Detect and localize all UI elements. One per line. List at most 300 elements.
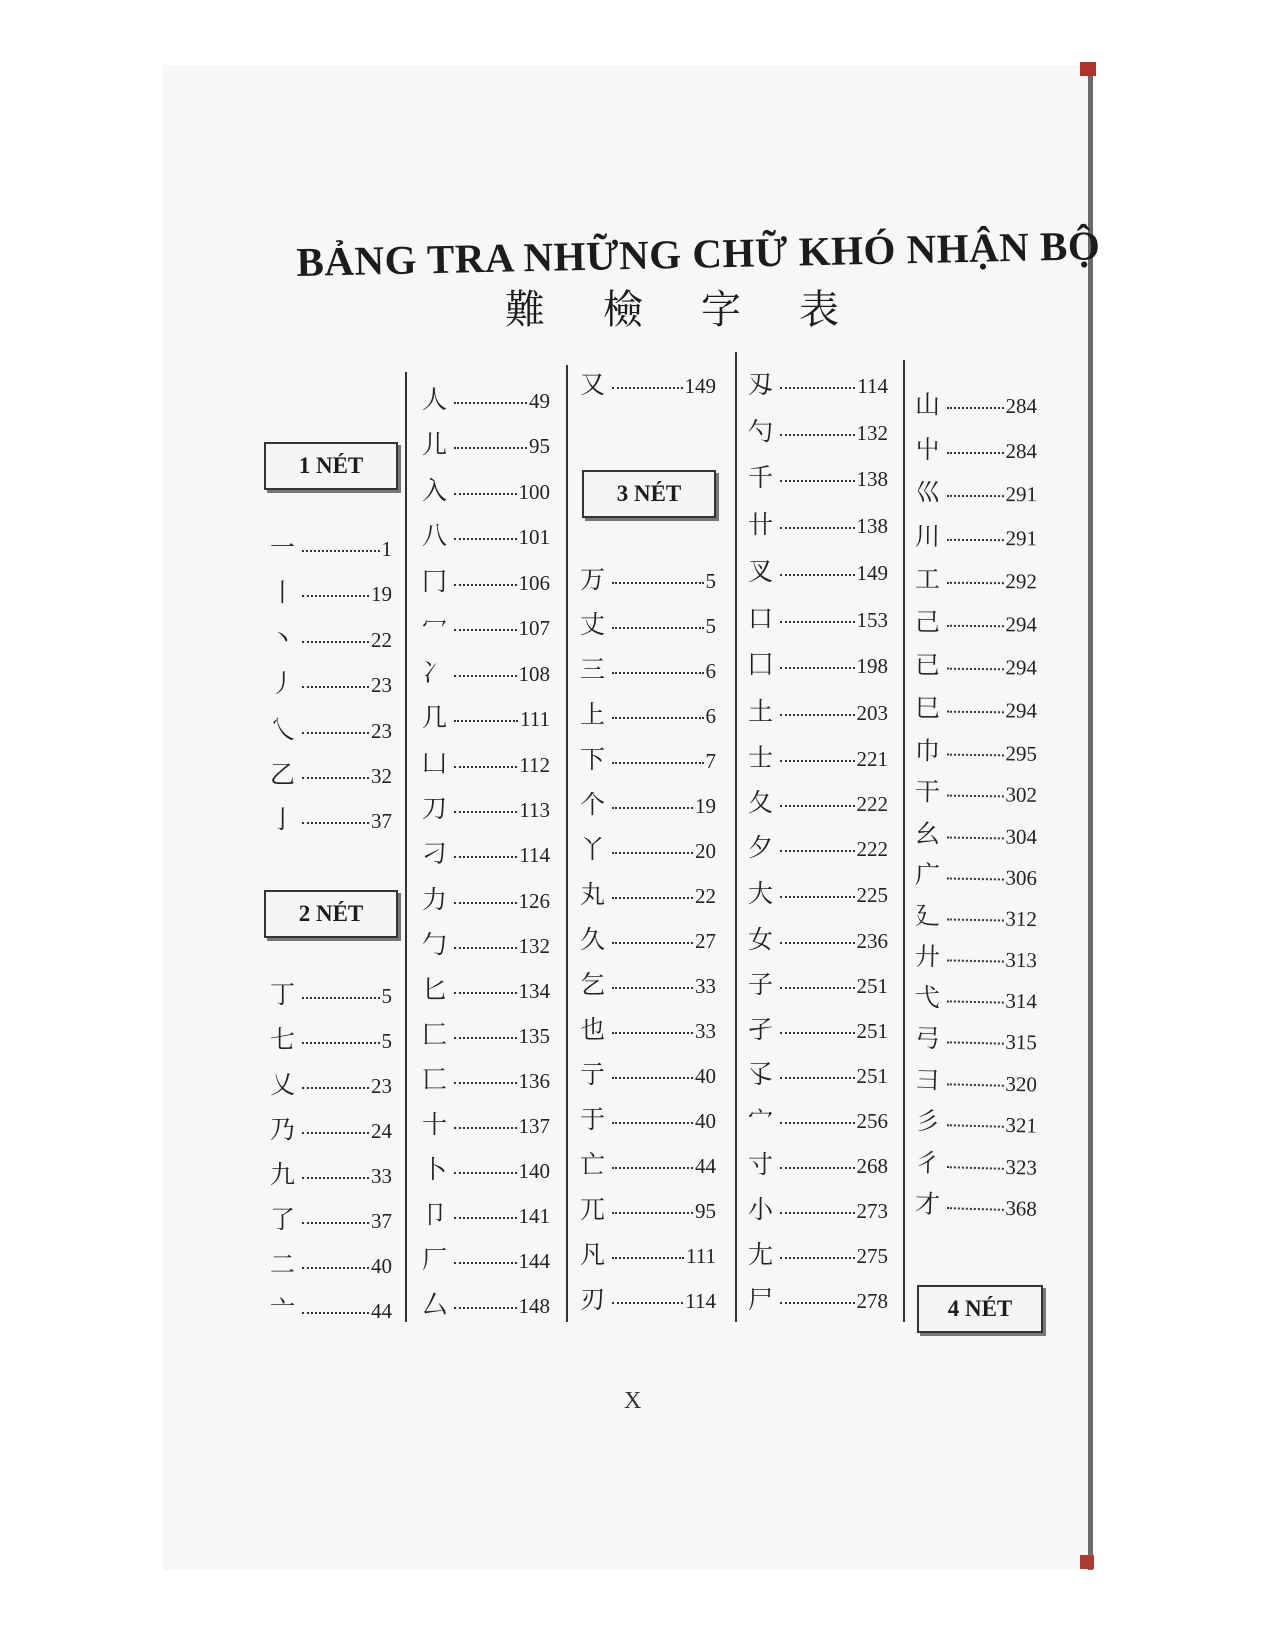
index-entry [422,1060,550,1096]
page-reference: 278 [856,1289,888,1313]
page-reference: 132 [518,934,550,958]
radical-character: 巳 [914,693,941,723]
stroke-count-heading: 4 NÉT [917,1285,1043,1333]
index-entry [580,1280,716,1316]
index-entry [915,385,1037,421]
page-reference: 320 [1005,1071,1038,1097]
dot-leader [612,671,704,674]
page-number: X [624,1388,642,1414]
radical-character: 夕 [748,833,774,862]
dot-leader [612,1166,693,1169]
dot-leader [302,1041,380,1044]
page-reference: 306 [1005,865,1038,891]
page-reference: 225 [856,883,888,907]
stroke-count-heading: 2 NÉT [264,890,398,938]
radical-character: 川 [914,521,941,551]
index-entry [422,789,550,825]
index-entry [270,1110,392,1146]
dot-leader [302,996,380,999]
dot-leader [780,1256,855,1259]
page-reference: 268 [856,1154,888,1178]
page-reference: 111 [520,707,550,731]
index-entry [915,688,1037,725]
page-reference: 315 [1005,1029,1038,1055]
page-reference: 40 [695,1109,716,1133]
dot-leader [947,958,1004,962]
dot-leader [947,794,1004,798]
page-reference: 304 [1005,824,1038,849]
index-entry [748,1100,888,1136]
radical-character: 刀 [422,794,448,823]
dot-leader [947,494,1004,497]
page-reference: 40 [695,1064,716,1088]
dot-leader [780,986,855,989]
radical-character: 乞 [580,970,606,999]
radical-character: 乙 [270,760,296,789]
page-reference: 251 [856,974,888,998]
dot-leader [947,1082,1004,1086]
dot-leader [454,674,517,677]
column-divider [405,372,407,1322]
dot-leader [612,1211,693,1214]
dot-leader [302,1086,369,1089]
radical-character: 孑 [748,1015,774,1044]
index-entry [580,920,716,956]
radical-character: 囗 [748,650,774,679]
index-entry [748,552,888,588]
radical-character: 土 [748,697,774,726]
index-entry [270,710,392,746]
page-reference: 107 [518,616,550,640]
radical-character: 凡 [580,1240,606,1269]
dot-leader [780,895,855,898]
index-entry [915,517,1037,554]
page-reference: 251 [856,1019,888,1043]
page-subtitle: 難檢字表 [505,287,897,333]
dot-leader [302,640,369,643]
index-entry [270,1155,392,1191]
index-entry [580,785,716,821]
column-divider [903,360,905,1322]
index-entry [270,975,392,1011]
dot-leader [947,406,1004,409]
radical-character: 丸 [580,880,606,909]
radical-character: 又 [580,370,606,399]
index-entry [580,1235,716,1271]
radical-character: 冫 [422,658,448,687]
dot-leader [302,1311,369,1314]
dot-leader [612,1301,683,1304]
radical-character: 丨 [270,578,296,607]
radical-character: 山 [915,390,941,419]
index-entry [422,744,550,780]
page-reference: 323 [1005,1154,1038,1180]
index-entry [580,1010,716,1046]
dot-leader [302,1221,369,1224]
radical-character: 卜 [422,1155,448,1184]
index-entry [915,560,1037,597]
page-reference: 236 [856,929,888,953]
page-reference: 273 [856,1199,888,1223]
radical-character: 了 [270,1205,296,1234]
dot-leader [780,713,855,716]
page-reference: 284 [1005,439,1038,464]
dot-leader [302,731,369,734]
page-reference: 138 [856,514,888,538]
page-reference: 135 [518,1024,550,1048]
radical-character: 尢 [748,1240,774,1269]
page-reference: 20 [695,839,716,863]
index-entry [915,1060,1038,1099]
page-reference: 32 [371,764,392,788]
radical-character: 丈 [580,610,606,639]
dot-leader [780,1121,855,1124]
page-reference: 138 [856,467,888,491]
radical-character: 丫 [580,835,606,864]
dot-leader [454,946,517,949]
page-reference: 137 [518,1114,550,1138]
radical-character: 丶 [270,624,296,653]
page-reference: 148 [518,1294,550,1318]
dot-leader [612,1076,693,1079]
book-edge-bottom [1080,1555,1094,1569]
page-reference: 251 [856,1064,888,1088]
page-reference: 292 [1005,569,1038,594]
index-entry [270,1290,392,1326]
page-reference: 44 [695,1154,716,1178]
radical-character: 已 [914,650,941,680]
page-reference: 291 [1005,482,1038,507]
radical-character: 兀 [580,1195,606,1224]
dot-leader [454,855,517,858]
index-entry [748,692,888,728]
page-reference: 256 [856,1109,888,1133]
stroke-count-heading: 1 NÉT [264,442,398,490]
index-entry [422,834,550,870]
dot-leader [947,451,1004,454]
page-reference: 22 [695,884,716,908]
dot-leader [947,999,1004,1003]
index-entry [915,731,1037,769]
index-entry [580,1100,716,1136]
dot-leader [780,1031,855,1034]
radical-character: 巾 [914,736,941,766]
dot-leader [612,1121,693,1124]
dot-leader [947,1040,1004,1044]
index-entry [580,605,716,641]
dot-leader [612,1256,684,1259]
radical-character: 大 [748,879,774,908]
index-entry [270,1065,392,1101]
index-entry [422,607,550,643]
page-reference: 5 [705,614,716,638]
index-entry [580,830,716,866]
dot-leader [780,479,855,482]
page-reference: 275 [856,1244,888,1268]
index-entry [748,828,888,864]
dot-leader [780,759,855,762]
index-entry [748,1235,888,1271]
index-entry [422,1150,550,1186]
page-reference: 100 [518,480,550,504]
radical-character: 廾 [914,941,941,972]
dot-leader [454,901,517,904]
dot-leader [454,492,517,495]
radical-character: 彳 [914,1148,941,1178]
radical-character: 广 [914,859,941,890]
radical-character: 厶 [422,1290,448,1319]
index-entry [422,471,550,507]
page-reference: 44 [371,1299,392,1323]
index-entry [270,528,392,564]
index-entry [422,1240,550,1276]
dot-leader [947,836,1004,840]
page-reference: 291 [1005,526,1038,551]
page-reference: 22 [371,628,392,652]
radical-character: 彐 [914,1065,941,1096]
radical-character: 二 [270,1250,296,1279]
radical-character: 厂 [422,1245,448,1274]
index-entry [580,875,716,911]
dot-leader [612,896,693,899]
index-entry [422,970,550,1006]
radical-character: 匚 [422,1020,448,1049]
index-entry [270,619,392,655]
index-entry [422,880,550,916]
radical-character: 弓 [914,1023,941,1054]
page-reference: 19 [695,794,716,818]
dot-leader [612,581,704,584]
page-reference: 149 [684,374,716,398]
dot-leader [302,776,369,779]
index-entry [580,650,716,686]
dot-leader [780,1211,855,1214]
index-entry [915,1101,1038,1140]
radical-character: 乂 [270,1070,296,1099]
page-reference: 312 [1005,906,1038,932]
column-divider [566,365,568,1322]
page-reference: 136 [518,1069,550,1093]
radical-character: 廴 [914,900,941,931]
index-entry [422,925,550,961]
index-entry [580,740,716,776]
page-reference: 5 [381,1029,392,1053]
dot-leader [947,876,1004,880]
radical-character: 夂 [748,788,774,817]
page-reference: 313 [1005,947,1038,973]
index-entry [580,695,716,731]
index-entry [748,874,888,910]
radical-character: 弋 [914,982,941,1013]
radical-character: 丿 [270,669,296,698]
dot-leader [780,849,855,852]
index-entry [422,653,550,689]
book-edge-top [1080,62,1096,76]
dot-leader [612,806,693,809]
dot-leader [302,549,380,552]
index-entry [580,560,716,596]
dot-leader [454,1261,517,1264]
radical-character: 凵 [422,749,448,778]
radical-character: 子 [748,970,774,999]
dot-leader [780,1166,855,1169]
dot-leader [612,851,693,854]
index-entry [748,365,888,401]
dot-leader [454,1081,517,1084]
dot-leader [780,526,855,529]
dot-leader [454,1126,517,1129]
dot-leader [947,667,1004,671]
dot-leader [612,626,704,629]
page-reference: 23 [371,673,392,697]
radical-character: 叉 [748,557,774,586]
page-reference: 222 [856,837,888,861]
dot-leader [947,538,1004,541]
radical-character: 工 [914,564,941,594]
dot-leader [454,1216,517,1219]
radical-character: 才 [914,1189,941,1219]
radical-character: 冖 [422,612,448,641]
page-reference: 95 [529,434,550,458]
index-entry [270,800,392,836]
dot-leader [302,1176,369,1179]
radical-character: 干 [914,777,941,807]
dot-leader [302,594,369,597]
dot-leader [302,1131,369,1134]
stroke-count-heading: 3 NÉT [582,470,716,518]
index-entry [580,1055,716,1091]
dot-leader [780,804,855,807]
index-entry [915,645,1037,682]
page-reference: 19 [371,582,392,606]
dot-leader [947,1206,1004,1211]
page-reference: 111 [686,1244,716,1268]
page-reference: 108 [518,662,550,686]
page-reference: 221 [856,747,888,771]
index-entry [422,380,550,416]
index-entry [270,664,392,700]
dot-leader [302,821,369,824]
radical-character: 寸 [748,1150,774,1179]
index-entry [422,1195,550,1231]
index-entry [422,698,550,734]
dot-leader [302,1266,369,1269]
radical-character: 也 [580,1015,606,1044]
index-entry [422,425,550,461]
index-entry [915,855,1038,893]
page-reference: 321 [1005,1112,1038,1138]
index-entry [915,603,1037,640]
radical-character: 几 [422,703,448,732]
index-entry [915,1019,1038,1058]
dot-leader [780,573,855,576]
radical-character: 十 [422,1110,448,1139]
dot-leader [454,1306,517,1309]
radical-character: 八 [422,521,448,550]
dot-leader [947,624,1004,627]
page-reference: 368 [1005,1195,1038,1221]
page-reference: 112 [519,753,550,777]
radical-character: 久 [580,925,606,954]
radical-character: 刁 [422,839,448,868]
index-entry [748,965,888,1001]
dot-leader [454,719,518,722]
radical-character: 上 [580,700,606,729]
index-entry [748,1010,888,1046]
radical-character: 匸 [422,1065,448,1094]
radical-character: 勺 [748,417,774,446]
index-entry [270,573,392,609]
radical-character: 亅 [270,805,296,834]
dot-leader [780,1301,855,1304]
page-reference: 23 [371,719,392,743]
dot-leader [612,716,704,719]
index-entry [580,1190,716,1226]
radical-character: 匕 [422,975,448,1004]
index-entry [915,473,1037,509]
index-entry [915,1143,1038,1182]
index-entry [915,814,1038,852]
dot-leader [454,765,517,768]
page-reference: 149 [856,561,888,585]
page-reference: 134 [518,979,550,1003]
radical-character: 九 [270,1160,296,1189]
index-entry [748,920,888,956]
page-reference: 7 [705,749,716,773]
page-reference: 153 [856,608,888,632]
index-entry [748,458,888,494]
radical-character: 小 [748,1195,774,1224]
dot-leader [780,386,855,389]
page-reference: 5 [381,984,392,1008]
page-reference: 40 [371,1254,392,1278]
page-reference: 203 [856,701,888,725]
dot-leader [454,1036,517,1039]
radical-character: 彡 [914,1106,941,1137]
index-entry [748,738,888,774]
dot-leader [612,1031,693,1034]
radical-character: 幺 [914,819,941,849]
page-reference: 126 [518,889,550,913]
page-reference: 144 [518,1249,550,1273]
index-entry [915,772,1037,810]
radical-character: 女 [748,925,774,954]
page-reference: 37 [371,809,392,833]
index-entry [422,1105,550,1141]
index-entry [270,755,392,791]
radical-character: 下 [580,745,606,774]
radical-character: 亡 [580,1150,606,1179]
index-entry [270,1020,392,1056]
radical-character: 刄 [748,370,774,399]
page-reference: 294 [1005,612,1038,637]
page-reference: 314 [1005,988,1038,1014]
page-reference: 198 [856,654,888,678]
radical-character: 巛 [914,477,941,507]
dot-leader [780,1076,855,1079]
page-reference: 95 [695,1199,716,1223]
index-entry [914,1184,1037,1224]
dot-leader [454,991,517,994]
page-reference: 113 [519,798,550,822]
page-reference: 49 [529,389,550,413]
index-entry [270,1200,392,1236]
dot-leader [302,685,369,688]
dot-leader [454,810,517,813]
index-entry [915,430,1037,466]
page-reference: 33 [695,974,716,998]
dot-leader [780,941,855,944]
